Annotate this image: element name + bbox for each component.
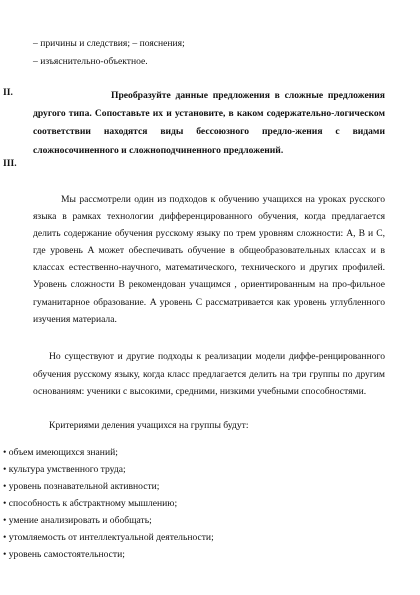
list-item: • объем имеющихся знаний; [3,447,118,458]
list-item: • утомляемость от интеллектуальной деятельности; [3,532,214,543]
list-item: • уровень самостоятельности; [3,549,125,560]
paragraph-other-approaches: Но существуют и другие подходы к реализации модели диффе-ренцированного обучения русскому языку, когда класс предлагается делить на три группы по другим основаниям: ученики с высокими, средними, низкими учебными способностями. [33,351,385,397]
list-item-cause-effect: – причины и следствия; – пояснения; [33,38,185,49]
task-instruction: Преобразуйте данные предложения в сложные предложения другого типа. Сопоставьте их и установите, в каком содержательно-логическом соответствии находятся виды бессоюзного предло-жения с видами сложносочиненного и сложноподчиненного предложений. [33,90,385,156]
list-item: • способность к абстрактному мышлению; [3,498,178,509]
criteria-heading: Критериями деления учащихся на группы будут: [49,420,249,431]
list-item: • умение анализировать и обобщать; [3,515,152,526]
list-item-explanatory-object: – изъяснительно-объектное. [33,56,148,67]
section-numeral-iii: III. [3,158,17,169]
list-item: • уровень познавательной активности; [3,481,160,492]
list-item: • культура умственного труда; [3,464,126,475]
paragraph-approach-levels: Мы рассмотрели один из подходов к обучению учащихся на уроках русского языка в рамках технологии дифференцированного обучения, когда предлагается делить содержание обучения русскому языку по трем уровням сложности: A, B и C, где уровень A может обеспечивать обучение в общеобразовательных классах и в классах естественно-научного, математического, технического и других профилей. Уровень сложности B рекомендован учащимся , ориентированным на про-фильное гуманитарное образование. A уровень C рассматривается как уровень углубленного изучения материала. [33,194,385,325]
section-numeral-ii: II. [3,87,13,98]
